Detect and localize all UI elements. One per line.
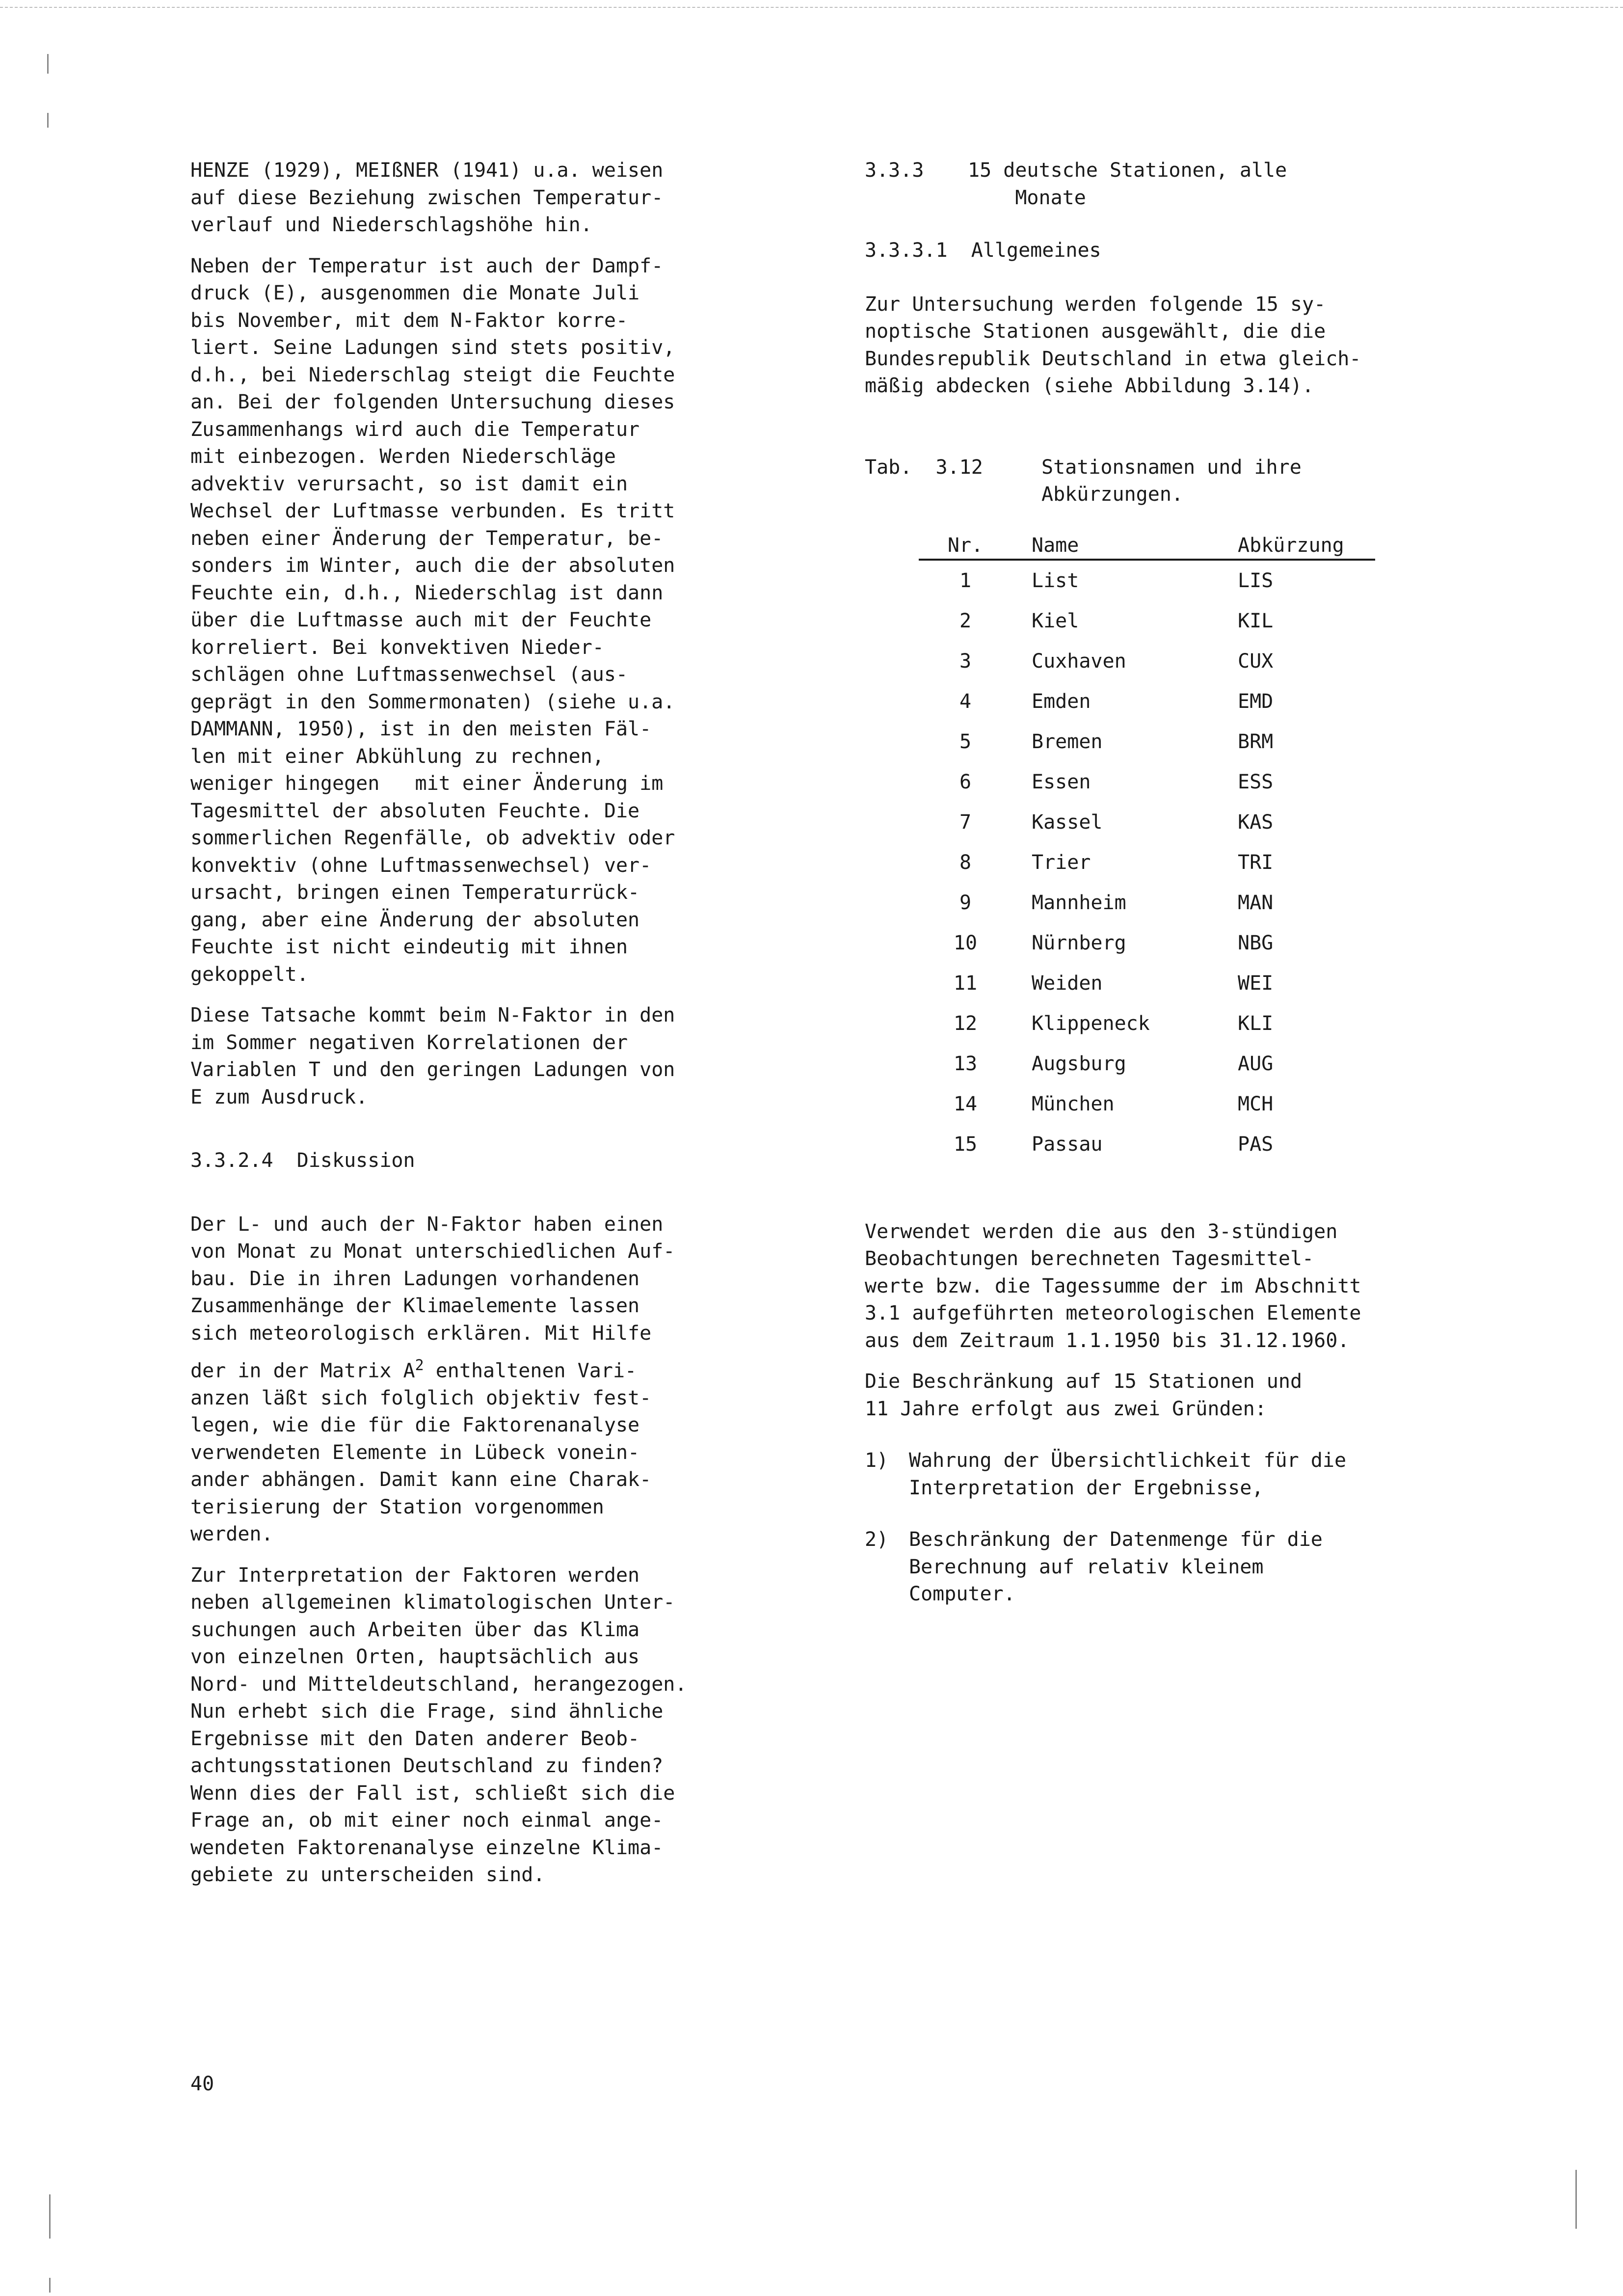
left-column: [190, 157, 824, 1889]
cell-abbr: CUX: [1238, 649, 1274, 673]
list-item-number: 1): [865, 1449, 889, 1472]
cell-nr: 2: [959, 609, 972, 632]
table-header-row: [919, 528, 1375, 560]
paragraph-verwendet: Verwendet werden die aus den 3-stündigen Beobachtungen berechneten Tagesmittel- werte bzw. die Tagessumme der im Abschnitt 3.1 aufgeführten meteorologischen Elemente aus dem Zeitraum 1.1.1950 bis 31.12.1960.: [865, 1220, 1361, 1352]
cell-nr: 3: [959, 649, 972, 673]
cell-abbr: MCH: [1238, 1092, 1274, 1115]
column-header-nr: Nr.: [919, 528, 1012, 560]
paragraph-dampfdruck: Neben der Temperatur ist auch der Dampf- druck (E), ausgenommen die Monate Juli bis November, mit dem N-Faktor korre- liert. Seine Ladungen sind stets positiv, d.h., bei Niederschlag steigt die Feuchte an. Bei der folgenden Untersuchung dieses Zusammenhangs wird auch die Temperatur mit einbezogen. Werden Niederschläge advektiv verursacht, so ist damit ein Wechsel der Luftmasse verbunden. Es tritt neben einer Änderung der Temperatur, be- sonders im Winter, auch die der absoluten Feuchte ein, d.h., Niederschlag ist dann über die Luftmasse auch mit der Feuchte korreliert. Bei konvektiven Nieder- schlägen ohne Luftmassenwechsel (aus- geprägt in den Sommermonaten) (siehe u.a. DAMMANN, 1950), ist in den meisten Fäl- len mit einer Abkühlung zu rechnen, weniger hingegen mit einer Änderung im Tagesmittel der absoluten Feuchte. Die sommerlichen Regenfälle, ob advektiv oder konvektiv (ohne Luftmassenwechsel) ver- ursacht, bringen einen Temperaturrück- gang, aber eine Änderung der absoluten Feuchte ist nicht eindeutig mit ihnen gekoppelt.: [190, 254, 675, 986]
cell-abbr: MAN: [1238, 891, 1274, 914]
table-row: [919, 601, 1375, 641]
cell-name: List: [1032, 569, 1079, 592]
cell-name: Klippeneck: [1032, 1012, 1150, 1035]
matrix-superscript: 2: [415, 1357, 424, 1374]
paragraph-diskussion-matrix-line: [190, 1352, 824, 1385]
table-row: [919, 802, 1375, 842]
table-caption: [865, 454, 1498, 509]
paragraph-untersuchung: Zur Untersuchung werden folgende 15 sy- noptische Stationen ausgewählt, die die Bundesrepublik Deutschland in etwa gleich- mäßig abdecken (siehe Abbildung 3.14).: [865, 293, 1361, 397]
scan-margin-mark: [47, 54, 49, 74]
cell-abbr: ESS: [1238, 770, 1274, 793]
table-caption-label: Tab. 3.12: [865, 456, 983, 479]
scan-margin-mark: [47, 113, 49, 128]
table-row: [919, 1084, 1375, 1124]
cell-name: München: [1032, 1092, 1115, 1115]
cell-abbr: BRM: [1238, 730, 1274, 753]
table-row: [919, 1044, 1375, 1084]
table-row: [919, 641, 1375, 681]
column-header-name: Name: [1012, 528, 1238, 560]
paragraph-tatsache: Diese Tatsache kommt beim N-Faktor in den im Sommer negativen Korrelationen der Variablen T und den geringen Ladungen von E zum Ausdruck.: [190, 1004, 675, 1108]
section-heading-allgemeines: 3.3.3.1 Allgemeines: [865, 239, 1101, 262]
cell-nr: 11: [953, 972, 978, 995]
table-row: [919, 1003, 1375, 1044]
paragraph-interpretation: Zur Interpretation der Faktoren werden neben allgemeinen klimatologischen Unter- suchungen auch Arbeiten über das Klima von einzelnen Orten, hauptsächlich aus Nord- und Mitteldeutschland, herangezogen. Nun erhebt sich die Frage, sind ähnliche Ergebnisse mit den Daten anderer Beob- achtungsstationen Deutschland zu finden? Wenn dies der Fall ist, schließt sich die Frage an, ob mit einer noch einmal ange- wendeten Faktorenanalyse einzelne Klima- gebiete zu unterscheiden sind.: [190, 1564, 687, 1887]
cell-nr: 10: [953, 931, 978, 954]
table-row: [919, 681, 1375, 722]
cell-nr: 13: [953, 1052, 978, 1075]
cell-name: Nürnberg: [1032, 931, 1126, 954]
table-caption-text: Stationsnamen und ihre Abkürzungen.: [1041, 456, 1302, 506]
cell-nr: 15: [953, 1133, 978, 1156]
table-row: [919, 560, 1375, 601]
cell-name: Cuxhaven: [1032, 649, 1126, 673]
table-row: [919, 842, 1375, 883]
paragraph-henze: HENZE (1929), MEIßNER (1941) u.a. weisen auf diese Beziehung zwischen Temperatur- verlauf und Niederschlagshöhe hin.: [190, 159, 664, 236]
section-heading-15-stationen: [865, 157, 1498, 212]
matrix-line-post: enthaltenen Vari-: [424, 1359, 637, 1382]
paragraph-diskussion-part2: anzen läßt sich folglich objektiv fest- legen, wie die für die Faktorenanalyse verwendeten Elemente in Lübeck vonein- ander abhängen. Damit kann eine Charak- terisierung der Station vorgenommen werden.: [190, 1386, 652, 1546]
cell-nr: 8: [959, 851, 972, 874]
cell-nr: 7: [959, 810, 972, 834]
list-item-number: 2): [865, 1528, 889, 1551]
cell-name: Passau: [1032, 1133, 1103, 1156]
cell-name: Kassel: [1032, 810, 1103, 834]
cell-abbr: KAS: [1238, 810, 1274, 834]
cell-name: Kiel: [1032, 609, 1079, 632]
cell-abbr: KIL: [1238, 609, 1274, 632]
cell-nr: 5: [959, 730, 972, 753]
table-row: [919, 722, 1375, 762]
cell-name: Augsburg: [1032, 1052, 1126, 1075]
column-header-abkuerzung: Abkürzung: [1238, 528, 1375, 560]
paragraph-beschraenkung: Die Beschränkung auf 15 Stationen und 11 Jahre erfolgt aus zwei Gründen:: [865, 1370, 1303, 1420]
cell-nr: 4: [959, 690, 972, 713]
right-column: [865, 157, 1498, 1608]
cell-name: Essen: [1032, 770, 1091, 793]
cell-name: Emden: [1032, 690, 1091, 713]
cell-name: Weiden: [1032, 972, 1103, 995]
cell-abbr: TRI: [1238, 851, 1274, 874]
scan-margin-mark: [49, 2278, 51, 2293]
cell-nr: 6: [959, 770, 972, 793]
list-item: [865, 1526, 1498, 1608]
cell-nr: 1: [959, 569, 972, 592]
table-row: [919, 762, 1375, 802]
scan-margin-mark: [49, 2194, 51, 2239]
list-item-text: Beschränkung der Datenmenge für die Berechnung auf relativ kleinem Computer.: [909, 1528, 1323, 1605]
cell-nr: 14: [953, 1092, 978, 1115]
cell-abbr: WEI: [1238, 972, 1274, 995]
scan-margin-mark: [1575, 2170, 1577, 2229]
cell-abbr: EMD: [1238, 690, 1274, 713]
page-number: 40: [190, 2073, 214, 2095]
table-row: [919, 1124, 1375, 1164]
table-row: [919, 883, 1375, 923]
matrix-line-pre: der in der Matrix A: [190, 1359, 415, 1382]
scan-edge-line: [0, 7, 1623, 8]
reason-list: [865, 1447, 1498, 1608]
cell-abbr: NBG: [1238, 931, 1274, 954]
cell-name: Trier: [1032, 851, 1091, 874]
cell-abbr: KLI: [1238, 1012, 1274, 1035]
cell-nr: 12: [953, 1012, 978, 1035]
table-row: [919, 923, 1375, 963]
section-title: 15 deutsche Stationen, alle Monate: [968, 159, 1287, 209]
cell-name: Bremen: [1032, 730, 1103, 753]
stations-table: [919, 528, 1375, 1164]
paragraph-diskussion-part1: Der L- und auch der N-Faktor haben einen von Monat zu Monat unterschiedlichen Auf- bau. Die in ihren Ladungen vorhandenen Zusammenhänge der Klimaelemente lassen sich meteorologisch erklären. Mit Hilfe: [190, 1213, 675, 1345]
section-heading-diskussion: 3.3.2.4 Diskussion: [190, 1149, 415, 1172]
list-item-text: Wahrung der Übersichtlichkeit für die Interpretation der Ergebnisse,: [909, 1449, 1347, 1499]
section-number: 3.3.3: [865, 159, 924, 182]
cell-name: Mannheim: [1032, 891, 1126, 914]
table-row: [919, 963, 1375, 1003]
cell-abbr: PAS: [1238, 1133, 1274, 1156]
cell-nr: 9: [959, 891, 972, 914]
cell-abbr: LIS: [1238, 569, 1274, 592]
cell-abbr: AUG: [1238, 1052, 1274, 1075]
list-item: [865, 1447, 1498, 1502]
